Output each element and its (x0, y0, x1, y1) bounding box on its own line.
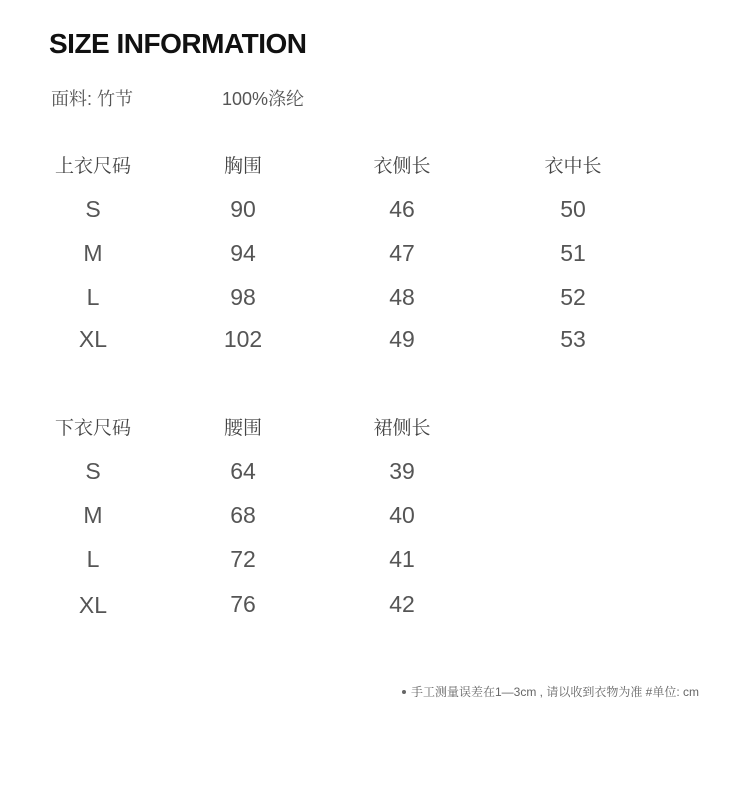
table-cell: 64 (230, 458, 256, 484)
table-header: 衣中长 (544, 156, 602, 177)
table-cell: 46 (389, 196, 415, 222)
table-cell: M (83, 502, 103, 528)
bullet-icon (402, 690, 406, 694)
table-cell: 94 (230, 240, 256, 266)
table-cell: 72 (230, 546, 256, 572)
table-cell: 40 (389, 502, 415, 528)
table-cell: XL (78, 326, 108, 352)
table-header: 上衣尺码 (54, 156, 132, 177)
material-value: 100%涤纶 (222, 89, 305, 109)
material-label: 面料: 竹节 (51, 89, 134, 109)
table-cell: S (85, 196, 101, 222)
table-cell: 50 (560, 196, 586, 222)
table-cell: 98 (230, 284, 256, 310)
table-cell: 41 (389, 546, 415, 572)
table-cell: M (83, 240, 103, 266)
table-cell: 48 (389, 284, 415, 310)
table-header: 下衣尺码 (54, 418, 132, 439)
table-cell: 39 (389, 458, 415, 484)
table-cell: 47 (389, 240, 415, 266)
table-cell: 51 (560, 240, 586, 266)
table-header: 衣侧长 (373, 156, 431, 177)
table-cell: L (86, 284, 100, 310)
table-header: 腰围 (223, 418, 263, 439)
footnote-text: 手工测量误差在1—3cm , 请以收到衣物为准 #单位: cm (410, 685, 699, 699)
table-cell: 68 (230, 502, 256, 528)
table-cell: 102 (223, 326, 263, 352)
table-cell: S (85, 458, 101, 484)
table-cell: 49 (389, 326, 415, 352)
table-cell: 53 (560, 326, 586, 352)
table-cell: 76 (230, 591, 256, 617)
table-cell: L (86, 546, 100, 572)
table-cell: XL (78, 592, 108, 618)
table-header: 裙侧长 (373, 418, 431, 439)
table-cell: 42 (389, 591, 415, 617)
table-header: 胸围 (223, 156, 263, 177)
table-cell: 52 (560, 284, 586, 310)
page-title: SIZE INFORMATION (49, 28, 307, 59)
measurement-footnote (402, 683, 699, 700)
table-cell: 90 (230, 196, 256, 222)
